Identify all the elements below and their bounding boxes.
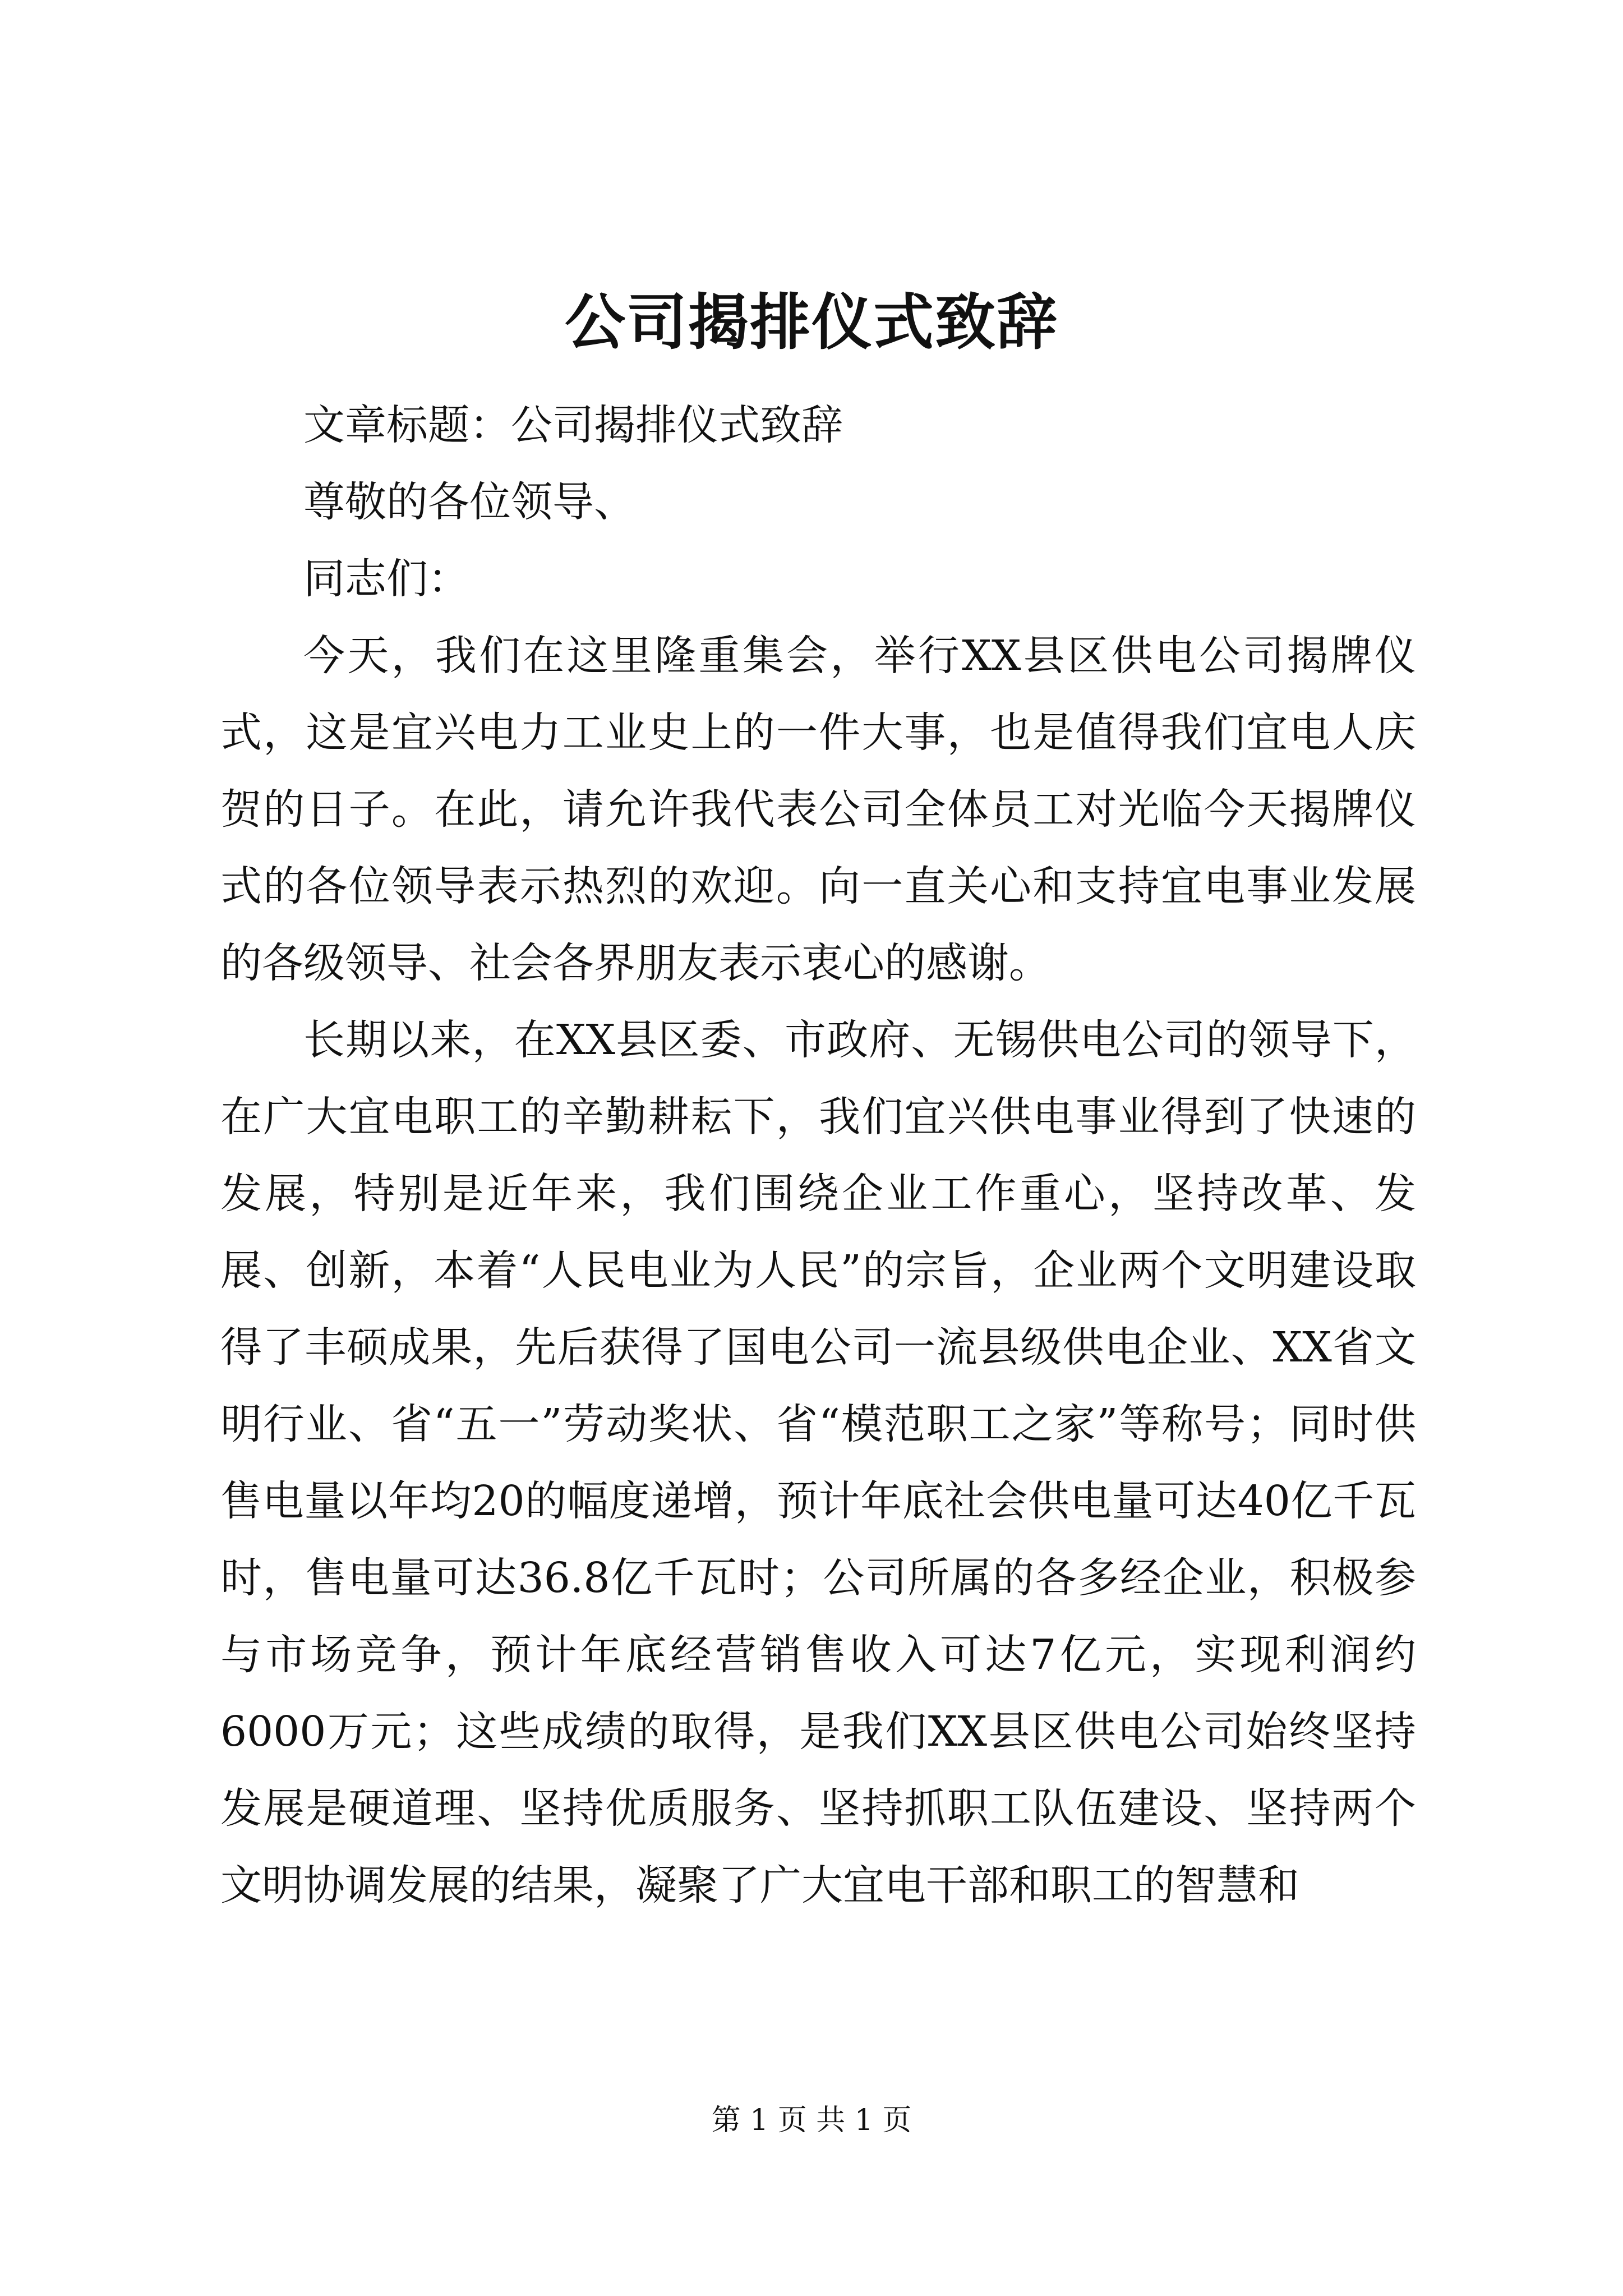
article-title-line: 文章标题：公司揭排仪式致辞 — [303, 401, 843, 449]
document-body — [220, 387, 1416, 1924]
salutation-line-1: 尊敬的各位领导、 — [303, 478, 635, 526]
page-number-footer: 第 1 页 共 1 页 — [711, 2104, 912, 2137]
body-paragraph-2: 长期以来，在XX县区委、市政府、无锡供电公司的领导下，在广大宜电职工的辛勤耕耘下，我们宜兴供电事业得到了快速的发展，特别是近年来，我们围绕企业工作重心，坚持改革、发展、创新，本着“人民电业为人民”的宗旨，企业两个文明建设取得了丰硕成果，先后获得了国电公司一流县级供电企业、XX省文明行业、省“五一”劳动奖状、省“模范职工之家”等称号；同时供售电量以年均20的幅度递增，预计年底社会供电量可达40亿千瓦时，售电量可达36.8亿千瓦时；公司所属的各多经企业，积极参与市场竞争，预计年底经营销售收入可达7亿元，实现利润约6000万元；这些成绩的取得，是我们XX县区供电公司始终坚持发展是硬道理、坚持优质服务、坚持抓职工队伍建设、坚持两个文明协调发展的结果，凝聚了广大宜电干部和职工的智慧和 — [220, 1016, 1416, 1910]
body-paragraph-1: 今天，我们在这里隆重集会，举行XX县区供电公司揭牌仪式，这是宜兴电力工业史上的一件大事，也是值得我们宜电人庆贺的日子。在此，请允许我代表公司全体员工对光临今天揭牌仪式的各位领导表示热烈的欢迎。向一直关心和支持宜电事业发展的各级领导、社会各界朋友表示衷心的感谢。 — [220, 632, 1416, 987]
document-title: 公司揭排仪式致辞 — [564, 287, 1058, 358]
salutation-line-2: 同志们： — [303, 555, 469, 603]
